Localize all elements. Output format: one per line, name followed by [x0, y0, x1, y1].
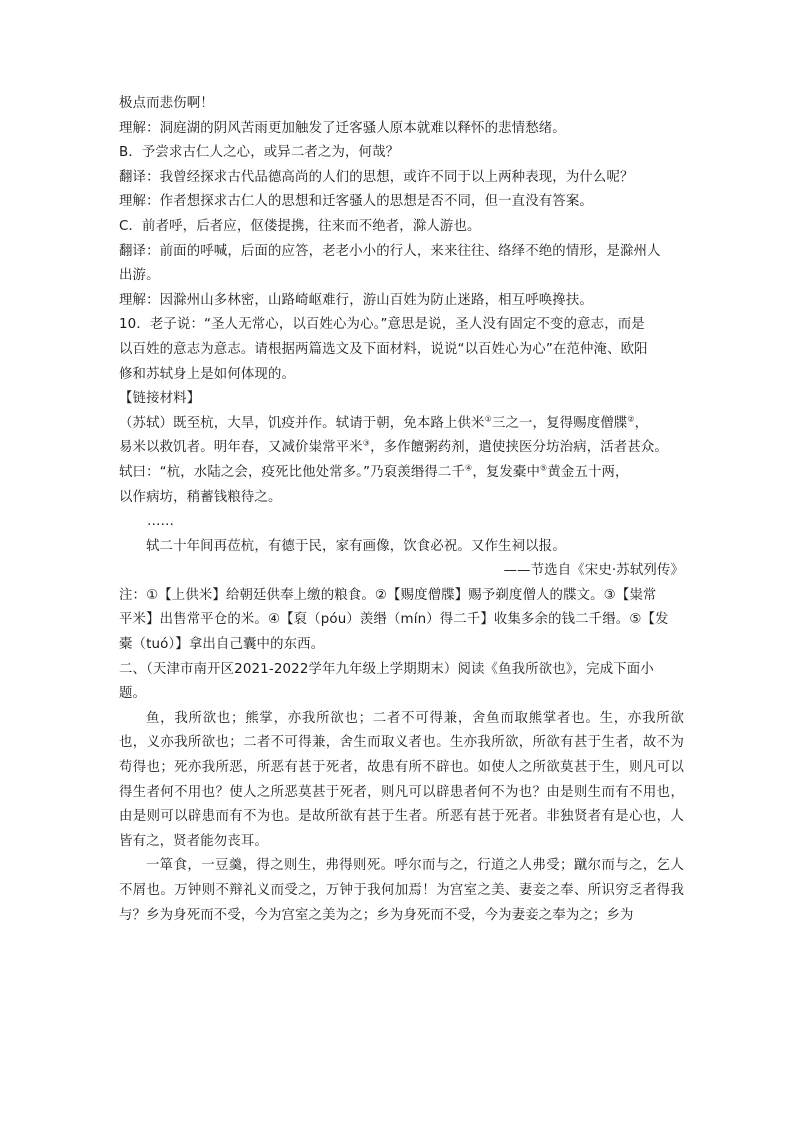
footnote-mark: ③ — [362, 438, 371, 448]
text-line: 出游。 — [119, 268, 160, 284]
text-line: 极点而悲伤啊！ — [119, 96, 214, 111]
option-b: B．予尝求古仁人之心，或异二者之为，何哉？ — [119, 145, 400, 161]
question-10: 10．老子说：“圣人无常心，以百姓心为心。”意思是说，圣人没有固定不变的意志，而是 — [119, 317, 645, 333]
text-run: ， — [634, 415, 649, 431]
text-line — [119, 461, 684, 486]
text-line — [119, 436, 684, 461]
text-line — [119, 412, 684, 437]
text-line: 理解：因滁州山多林密，山路崎岖难行，游山百姓为防止迷路，相互呼唤搀扶。 — [119, 292, 593, 308]
text-line: 以作病坊，稍蓄钱粮待之。 — [119, 489, 282, 505]
ellipsis: …… — [147, 514, 175, 530]
text-line: 翻译：我曾经探求古代品德高尚的人们的思想，或许不同于以上两种表现，为什么呢？ — [119, 169, 634, 185]
footnote-mark: ① — [484, 414, 492, 424]
text-run: ，复发橐中 — [472, 464, 541, 480]
passage-paragraph-1: 鱼，我所欲也；熊掌，亦我所欲也；二者不可得兼，舍鱼而取熊掌者也。生，亦我所欲也，义亦我所欲也；二者不可得兼，舍生而取义者也。生亦我所欲，所欲有甚于生者，故不为苟得也；死亦我所恶，所恶有甚于死者，故患有所不辟也。如使人之所欲莫甚于生，则凡可以得生者何不用也？使人之所恶莫甚于死者，则凡可以辟患者何不为也？由是则生而有不用也，由是则可以辟患而有不为也。是故所欲有甚于生者。所恶有甚于死者。非独贤者有是心也，人皆有之，贤者能勿丧耳。 — [119, 710, 684, 849]
footnote-mark: ④ — [465, 463, 473, 473]
text-run: ，多作饘粥药剂，遣使挟医分坊治病，活者甚众。 — [370, 440, 668, 456]
notes-line: 橐（tuó）】拿出自己囊中的东西。 — [119, 637, 325, 653]
text-line: 理解：作者想探求古仁人的思想和迁客骚人的思想是否不同，但一直没有答案。 — [119, 194, 593, 210]
text-line: 题。 — [119, 686, 147, 702]
notes-line: 平米】出售常平仓的米。④【裒（póu）羡缗（mín）得二千】收集多余的钱二千缗。⑤【发 — [119, 612, 669, 628]
option-c: C．前者呼，后者应，伛偻提携，往来而不绝者，滁人游也。 — [119, 218, 481, 234]
text-run: （苏轼）既至杭，大旱，饥疫并作。轼请于朝，免本路上供米 — [119, 415, 485, 431]
text-line: 理解：洞庭湖的阴风苦雨更加触发了迁客骚人原本就难以释怀的悲情愁绪。 — [119, 120, 566, 136]
text-line: 翻译：前面的呼喊，后面的应答，老老小小的行人，来来往往、络绎不绝的情形，是滁州人 — [119, 243, 661, 259]
footnote-mark: ⑤ — [540, 463, 548, 473]
text-line: 轼二十年间再莅杭，有德于民，家有画像，饮食必祝。又作生祠以报。 — [146, 538, 566, 554]
text-line: 修和苏轼身上是如何体现的。 — [119, 366, 296, 382]
passage-paragraph-2: 一箪食，一豆羹，得之则生，弗得则死。呼尔而与之，行道之人弗受；蹴尔而与之，乞人不屑也。万钟则不辩礼义而受之，万钟于我何加焉！为宫室之美、妻妾之奉、所识穷乏者得我与？乡为身死而不受，今为宫室之美为之；乡为身死而不受，今为妻妾之奉为之；乡为 — [119, 858, 684, 923]
section-heading: 【链接材料】 — [119, 391, 201, 407]
text-line: 以百姓的意志为意志。请根据两篇选文及下面材料，说说“以百姓心为心”在范仲淹、欧阳 — [119, 341, 648, 357]
source-citation: ——节选自《宋史·苏轼列传》 — [503, 563, 684, 579]
section-two-heading: 二、（天津市南开区2021-2022学年九年级上学期期末）阅读《鱼我所欲也》，完成下面小 — [119, 661, 654, 677]
text-run: 黄金五十两， — [547, 464, 629, 480]
notes-line: 注：①【上供米】给朝廷供奉上缴的粮食。②【赐度僧牒】赐予剃度僧人的牒文。③【粜常 — [119, 587, 657, 603]
text-run: 轼曰：“杭，水陆之会，疫死比他处常多。”乃裒羡缗得二千 — [119, 464, 465, 480]
text-run: 三之一，复得赐度僧牒 — [491, 415, 628, 431]
text-run: 易米以救饥者。明年春，又减价粜常平米 — [119, 440, 363, 456]
footnote-mark: ② — [627, 414, 635, 424]
